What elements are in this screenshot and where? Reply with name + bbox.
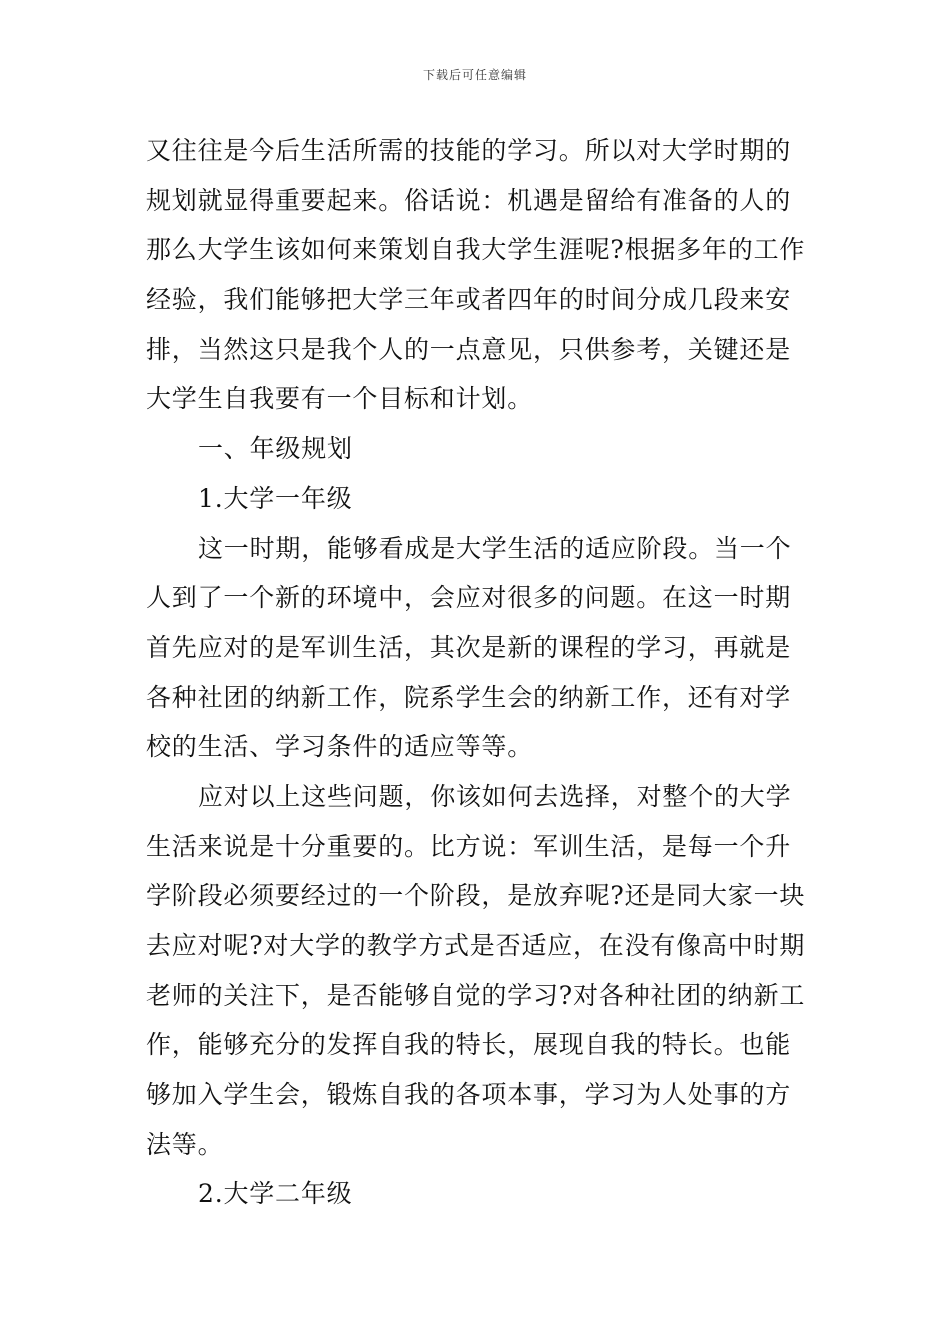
text-line: 各种社团的纳新工作，院系学生会的纳新工作，还有对学 <box>146 682 792 712</box>
text-line: 老师的关注下，是否能够自觉的学习?对各种社团的纳新工 <box>146 980 806 1010</box>
text-line: 学阶段必须要经过的一个阶段，是放弃呢?还是同大家一块 <box>146 881 806 911</box>
text-line: 大学生自我要有一个目标和计划。 <box>146 384 534 414</box>
text-line: 这一时期，能够看成是大学生活的适应阶段。当一个 <box>198 533 792 563</box>
text-line: 够加入学生会，锻炼自我的各项本事，学习为人处事的方 <box>146 1080 792 1110</box>
text-line: 又往往是今后生活所需的技能的学习。所以对大学时期的 <box>146 136 792 165</box>
document-body <box>146 126 806 1219</box>
text-line: 排，当然这只是我个人的一点意见，只供参考，关键还是 <box>146 334 792 364</box>
text-line: 一、年级规划 <box>198 434 353 464</box>
text-line: 人到了一个新的环境中，会应对很多的问题。在这一时期 <box>146 583 792 613</box>
text-line: 生活来说是十分重要的。比方说：军训生活，是每一个升 <box>146 831 792 861</box>
text-line: 1.大学一年级 <box>198 483 353 513</box>
text-line: 应对以上这些问题，你该如何去选择，对整个的大学 <box>198 781 792 811</box>
text-line: 规划就显得重要起来。俗话说：机遇是留给有准备的人的 <box>146 185 792 215</box>
page-header: 下载后可任意编辑 <box>422 68 527 82</box>
text-line: 作，能够充分的发挥自我的特长，展现自我的特长。也能 <box>146 1030 792 1060</box>
text-line: 去应对呢?对大学的教学方式是否适应，在没有像高中时期 <box>146 931 806 960</box>
text-line: 那么大学生该如何来策划自我大学生涯呢?根据多年的工作 <box>146 235 806 265</box>
text-line: 法等。 <box>146 1129 224 1159</box>
text-line: 经验，我们能够把大学三年或者四年的时间分成几段来安 <box>146 285 792 315</box>
text-line: 2.大学二年级 <box>198 1179 353 1209</box>
text-line: 校的生活、学习条件的适应等等。 <box>146 732 534 762</box>
text-line: 首先应对的是军训生活，其次是新的课程的学习，再就是 <box>146 632 792 662</box>
